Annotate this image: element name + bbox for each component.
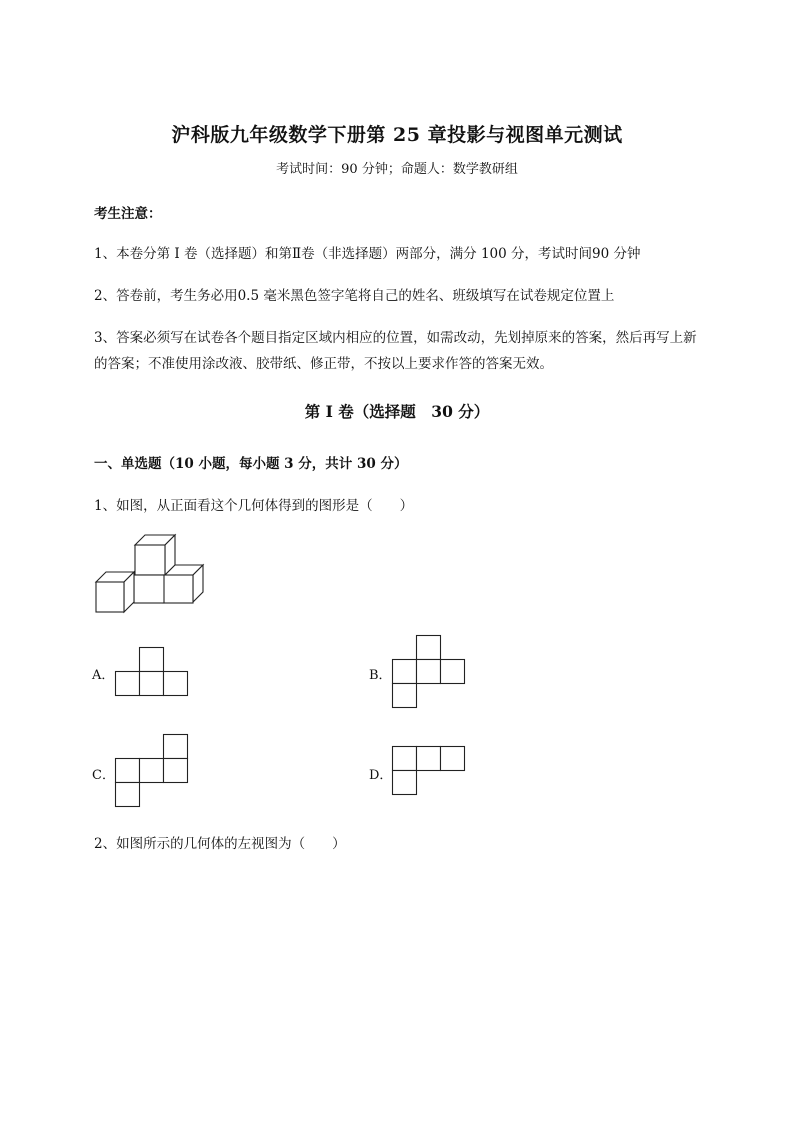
grid-square xyxy=(393,747,417,771)
grid-square xyxy=(417,747,441,771)
cube-front-face xyxy=(96,582,124,612)
grid-square xyxy=(393,660,417,684)
notice-item-3-continued: 的答案；不准使用涂改液、胶带纸、修正带，不按以上要求作答的答案无效。 xyxy=(94,356,553,372)
grid-square xyxy=(140,648,164,672)
document-title: 沪科版九年级数学下册第 25 章投影与视图单元测试 xyxy=(171,124,623,146)
grid-square xyxy=(393,771,417,795)
notice-item-3: 3、答案必须写在试卷各个题目指定区域内相应的位置，如需改动，先划掉原来的答案，然后再写上新 xyxy=(94,330,697,346)
option-c-figure xyxy=(115,734,191,810)
option-b-label[interactable]: B． xyxy=(369,668,392,683)
grid-square xyxy=(140,672,164,696)
grid-square xyxy=(140,759,164,783)
grid-square xyxy=(441,747,465,771)
grid-square xyxy=(164,672,188,696)
option-d-figure xyxy=(392,746,468,798)
question-1-text: 1、如图，从正面看这个几何体得到的图形是（ ） xyxy=(94,498,414,514)
cube-front-face xyxy=(163,575,193,603)
grid-square xyxy=(393,684,417,708)
grid-square xyxy=(116,759,140,783)
notice-item-1: 1、本卷分第 I 卷（选择题）和第Ⅱ卷（非选择题）两部分，满分 100 分，考试时间90 分钟 xyxy=(94,246,641,262)
notice-item-2: 2、答卷前，考生务必用0.5 毫米黑色签字笔将自己的姓名、班级填写在试卷规定位置上 xyxy=(94,288,615,304)
part-heading: 一、单选题（10 小题，每小题 3 分，共计 30 分） xyxy=(94,456,408,472)
option-b-figure xyxy=(392,635,468,711)
grid-square xyxy=(417,660,441,684)
grid-square xyxy=(417,636,441,660)
option-a-figure xyxy=(115,647,191,697)
option-d-label[interactable]: D． xyxy=(369,768,393,783)
section-title: 第 I 卷（选择题 30 分） xyxy=(304,402,490,421)
grid-square xyxy=(164,759,188,783)
option-a-label[interactable]: A． xyxy=(92,668,115,683)
grid-square xyxy=(164,735,188,759)
grid-square xyxy=(116,672,140,696)
cube-front-face xyxy=(135,545,165,575)
cube-front-face xyxy=(134,575,164,603)
question-2-text: 2、如图所示的几何体的左视图为（ ） xyxy=(94,836,346,852)
question-1-solid-figure xyxy=(90,530,215,615)
option-c-label[interactable]: C． xyxy=(92,768,115,783)
notice-heading: 考生注意： xyxy=(94,206,162,222)
grid-square xyxy=(441,660,465,684)
document-subtitle: 考试时间：90 分钟；命题人：数学教研组 xyxy=(276,162,518,177)
grid-square xyxy=(116,783,140,807)
